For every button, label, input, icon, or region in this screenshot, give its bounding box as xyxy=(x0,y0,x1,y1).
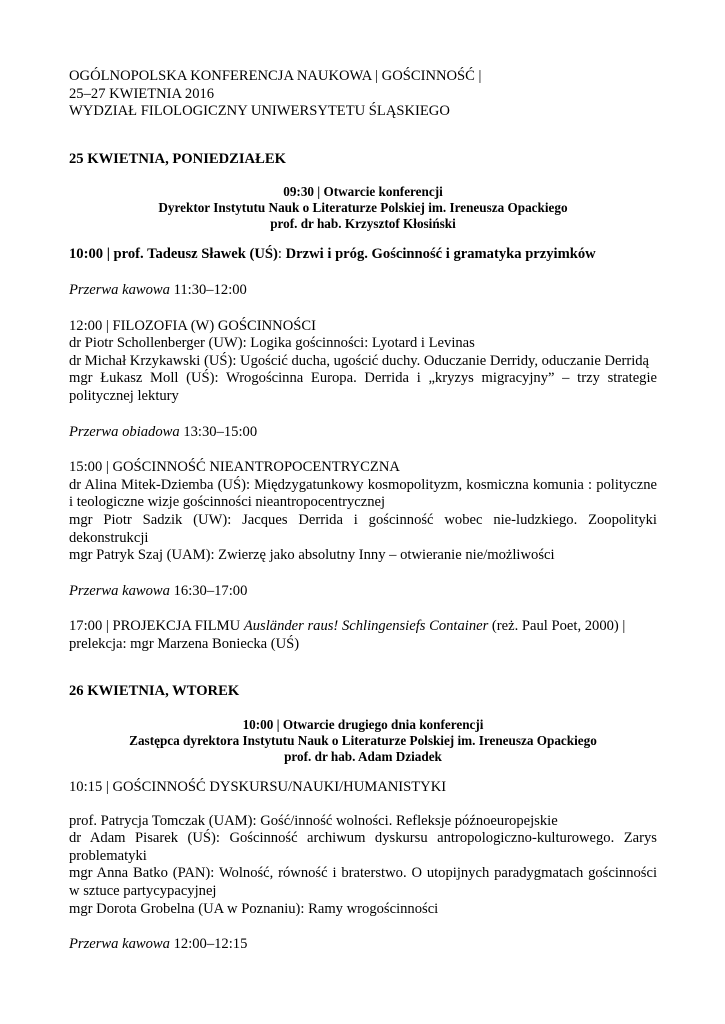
day2-session1-title: 10:15 | GOŚCINNOŚĆ DYSKURSU/NAUKI/HUMANISTYKI xyxy=(69,779,447,796)
day1-opening-person: prof. dr hab. Krzysztof Kłosiński xyxy=(270,216,456,232)
break-label: Przerwa obiadowa xyxy=(69,423,180,440)
day2-opening-role: Zastępca dyrektora Instytutu Nauk o Literaturze Polskiej im. Ireneusza Opackiego xyxy=(129,733,597,749)
day2-session1-talk-1: prof. Patrycja Tomczak (UAM): Gość/inność wolności. Refleksje późnoeuropejskie xyxy=(69,812,558,829)
day1-opening-time: 09:30 | Otwarcie konferencji xyxy=(283,184,443,200)
day1-session1-talk-2: dr Michał Krzykawski (UŚ): Ugościć ducha, ugościć duchy. Oduczanie Derridy, oduczanie Derridą xyxy=(69,352,650,369)
keynote-speaker: 10:00 | prof. Tadeusz Sławek (UŚ) xyxy=(69,246,278,263)
day1-heading: 25 KWIETNIA, PONIEDZIAŁEK xyxy=(69,150,286,167)
day1-break-lunch xyxy=(69,424,657,442)
day1-break-coffee-1 xyxy=(69,282,657,300)
break-time: 12:00–12:15 xyxy=(169,936,248,953)
conference-title: OGÓLNOPOLSKA KONFERENCJA NAUKOWA | GOŚCINNOŚĆ | xyxy=(69,68,482,84)
day1-session2-title: 15:00 | GOŚCINNOŚĆ NIEANTROPOCENTRYCZNA xyxy=(69,459,400,476)
day2-opening-time: 10:00 | Otwarcie drugiego dnia konferencji xyxy=(242,717,484,733)
day1-opening-role: Dyrektor Instytutu Nauk o Literaturze Polskiej im. Ireneusza Opackiego xyxy=(158,200,568,216)
day2-session1-talk-4: mgr Dorota Grobelna (UA w Poznaniu): Ramy wrogościnności xyxy=(69,900,439,917)
day1-break-coffee-2 xyxy=(69,583,657,601)
keynote-colon: : xyxy=(277,246,286,263)
day2-heading: 26 KWIETNIA, WTOREK xyxy=(69,683,240,700)
break-time: 13:30–15:00 xyxy=(179,423,258,440)
day2-session1-talk-2: dr Adam Pisarek (UŚ): Gościnność archiwum dyskursu antropologiczno-kulturowego. Zarys problematyki xyxy=(69,830,657,864)
day2-session1-talk-3: mgr Anna Batko (PAN): Wolność, równość i braterstwo. O utopijnych paradygmatach gościnności w sztuce partycypacyjnej xyxy=(69,865,657,900)
break-label: Przerwa kawowa xyxy=(69,936,170,953)
day1-session2-talk-3: mgr Patryk Szaj (UAM): Zwierzę jako absolutny Inny – otwieranie nie/możliwości xyxy=(69,547,555,564)
film-suffix: (reż. Paul Poet, 2000) | xyxy=(488,618,626,635)
day1-film-screening xyxy=(69,618,657,636)
conference-venue: WYDZIAŁ FILOLOGICZNY UNIWERSYTETU ŚLĄSKIEGO xyxy=(69,103,450,120)
day1-session1-talk-3: mgr Łukasz Moll (UŚ): Wrogościnna Europa. Derrida i „kryzys migracyjny” – trzy strategie politycznej lektury xyxy=(69,370,657,404)
day1-session2-talk-2: mgr Piotr Sadzik (UW): Jacques Derrida i gościnność wobec nie-ludzkiego. Zoopolityki dekonstrukcji xyxy=(69,511,657,546)
keynote-title: Drzwi i próg. Gościnność i gramatyka przyimków xyxy=(285,246,596,263)
day1-keynote xyxy=(69,246,657,264)
day2-break-coffee-1 xyxy=(69,936,657,954)
day2-opening xyxy=(69,717,657,765)
film-title: Ausländer raus! Schlingensiefs Container xyxy=(243,618,489,635)
day1-session1-talk-1: dr Piotr Schollenberger (UW): Logika gościnności: Lyotard i Levinas xyxy=(69,335,475,352)
break-time: 11:30–12:00 xyxy=(169,281,247,298)
break-label: Przerwa kawowa xyxy=(69,281,170,298)
day1-session2-talk-1: dr Alina Mitek-Dziemba (UŚ): Międzygatunkowy kosmopolityzm, kosmiczna komunia : polityczne i teologiczne wizje gościnności nieantropocentrycznej xyxy=(69,476,657,511)
film-prefix: 17:00 | PROJEKCJA FILMU xyxy=(69,618,244,635)
break-label: Przerwa kawowa xyxy=(69,582,170,599)
document-page xyxy=(69,68,657,954)
day1-session1-title: 12:00 | FILOZOFIA (W) GOŚCINNOŚCI xyxy=(69,317,316,334)
conference-dates: 25–27 KWIETNIA 2016 xyxy=(69,85,215,102)
day1-opening xyxy=(69,184,657,232)
day2-opening-person: prof. dr hab. Adam Dziadek xyxy=(284,749,442,765)
day1-film-lecture: prelekcja: mgr Marzena Boniecka (UŚ) xyxy=(69,635,300,652)
break-time: 16:30–17:00 xyxy=(169,582,248,599)
